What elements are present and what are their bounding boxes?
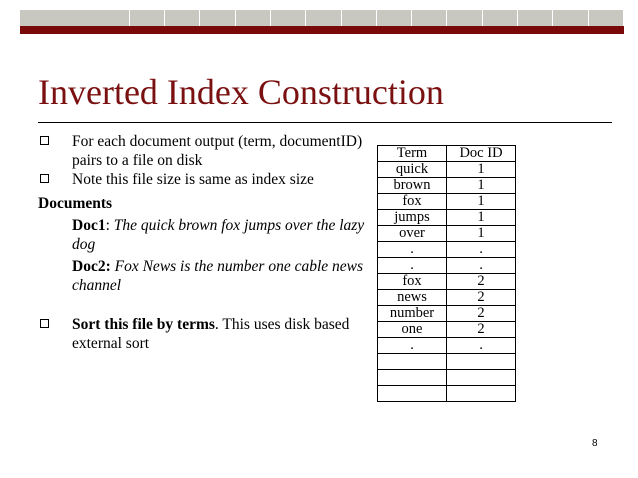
bullet-square-icon bbox=[40, 319, 49, 328]
top-decorative-bar bbox=[20, 10, 624, 26]
doc-label: Doc1 bbox=[72, 217, 106, 234]
table-row bbox=[378, 226, 516, 242]
table-row bbox=[378, 370, 516, 386]
table-row bbox=[378, 274, 516, 290]
docid-cell: 1 bbox=[447, 178, 516, 194]
docid-cell: 1 bbox=[447, 194, 516, 210]
sort-rest-text: . This uses disk based external sort bbox=[72, 316, 350, 352]
bullet-square-icon bbox=[40, 174, 49, 183]
term-cell: brown bbox=[378, 178, 447, 194]
table-row bbox=[378, 178, 516, 194]
docid-cell: 1 bbox=[447, 226, 516, 242]
table-row bbox=[378, 258, 516, 274]
doc-label: Doc2: bbox=[72, 258, 111, 275]
bullet-item bbox=[38, 132, 368, 170]
title-divider bbox=[38, 122, 612, 123]
slide-title: Inverted Index Construction bbox=[38, 72, 444, 112]
term-cell: . bbox=[378, 258, 447, 274]
header-docid: Doc ID bbox=[447, 146, 516, 162]
docid-cell: . bbox=[447, 338, 516, 354]
docid-cell bbox=[447, 370, 516, 386]
table-row bbox=[378, 242, 516, 258]
term-cell: . bbox=[378, 338, 447, 354]
term-cell: number bbox=[378, 306, 447, 322]
table-row bbox=[378, 322, 516, 338]
bullet-square-icon bbox=[40, 136, 49, 145]
table-row bbox=[378, 354, 516, 370]
term-cell bbox=[378, 386, 447, 402]
term-cell: jumps bbox=[378, 210, 447, 226]
term-cell: fox bbox=[378, 194, 447, 210]
docid-cell: 2 bbox=[447, 274, 516, 290]
bullet-text: Note this file size is same as index size bbox=[72, 171, 314, 188]
table-row bbox=[378, 306, 516, 322]
bullet-item bbox=[38, 315, 368, 353]
table-row bbox=[378, 290, 516, 306]
term-cell: fox bbox=[378, 274, 447, 290]
term-cell bbox=[378, 370, 447, 386]
header-term: Term bbox=[378, 146, 447, 162]
docid-cell bbox=[447, 354, 516, 370]
table-row bbox=[378, 210, 516, 226]
docid-cell: 1 bbox=[447, 210, 516, 226]
table-row bbox=[378, 194, 516, 210]
document-1 bbox=[38, 216, 368, 254]
docid-cell: 1 bbox=[447, 162, 516, 178]
bullet-text: For each document output (term, documentID) pairs to a file on disk bbox=[72, 133, 363, 169]
docid-cell: 2 bbox=[447, 290, 516, 306]
table-row bbox=[378, 338, 516, 354]
slide-content bbox=[38, 132, 368, 353]
table-row bbox=[378, 162, 516, 178]
term-cell: . bbox=[378, 242, 447, 258]
top-accent-bar bbox=[20, 26, 624, 34]
term-docid-table bbox=[377, 145, 516, 402]
term-cell: one bbox=[378, 322, 447, 338]
term-cell: over bbox=[378, 226, 447, 242]
doc-text: Fox News is the number one cable news channel bbox=[72, 258, 364, 294]
term-cell: quick bbox=[378, 162, 447, 178]
sort-bold-text: Sort this file by terms bbox=[72, 316, 215, 333]
bullet-item bbox=[38, 170, 368, 189]
table-row bbox=[378, 386, 516, 402]
document-2 bbox=[38, 257, 368, 295]
doc-text: The quick brown fox jumps over the lazy dog bbox=[72, 217, 365, 253]
table-header-row bbox=[378, 146, 516, 162]
docid-cell: . bbox=[447, 242, 516, 258]
term-cell bbox=[378, 354, 447, 370]
docid-cell: . bbox=[447, 258, 516, 274]
doc-separator: : bbox=[105, 217, 114, 234]
term-cell: news bbox=[378, 290, 447, 306]
docid-cell: 2 bbox=[447, 322, 516, 338]
docid-cell: 2 bbox=[447, 306, 516, 322]
docid-cell bbox=[447, 386, 516, 402]
documents-heading: Documents bbox=[38, 195, 113, 212]
page-number: 8 bbox=[592, 438, 598, 449]
